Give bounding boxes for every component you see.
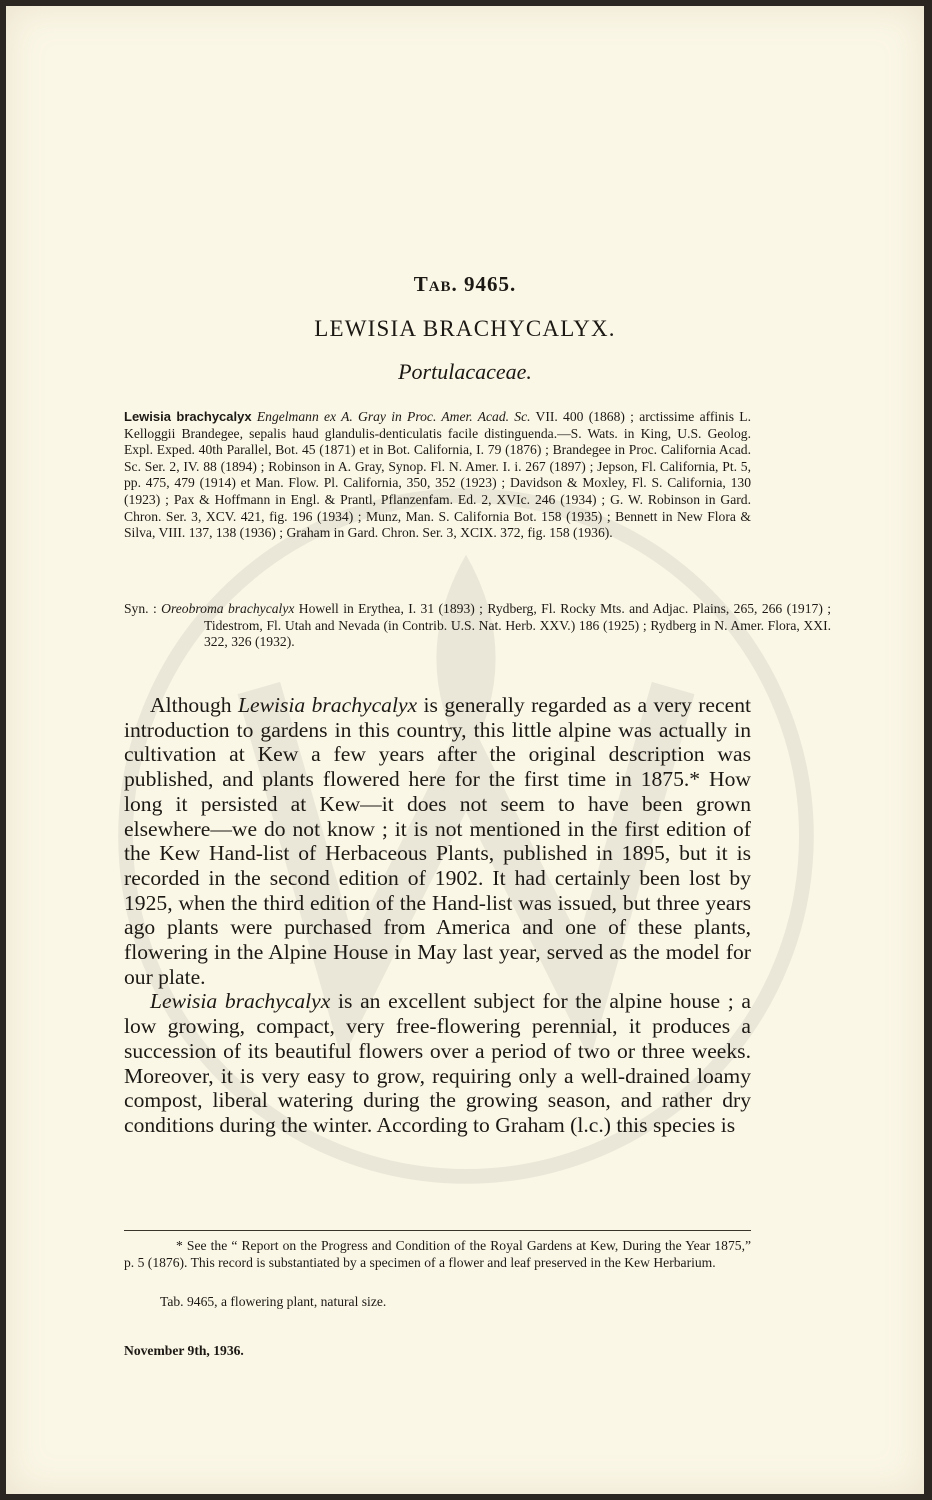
paragraph-1-lead: Although xyxy=(150,693,232,717)
tab-label: Tab. xyxy=(413,272,458,296)
body-paragraph-1 xyxy=(124,693,751,989)
paragraph-1-text: is generally regarded as a very recent introduction to gardens in this country, this little alpine was actually in cultivation at Kew a few years after the original description was published, and plants flowered here for the first time in 1875.* How long it persisted at Kew—it does not seem to have been grown elsewhere—we do not know ; it is not mentioned in the first edition of the Kew Hand-list of Herbaceous Plants, published in 1895, but it is recorded in the second edition of 1902. It had certainly been lost by 1925, when the third edition of the Hand-list was issued, but three years ago plants were purchased from America and one of these plants, flowering in the Alpine House in May last year, served as the model for our plate. xyxy=(124,693,751,989)
citation-authority: Engelmann ex A. Gray in Proc. Amer. Acad. Sc. xyxy=(256,409,531,424)
citation-species-name: Lewisia brachycalyx xyxy=(124,409,252,424)
paragraph-2-species-name: Lewisia brachycalyx xyxy=(150,989,331,1014)
synonym-prefix: Syn. : xyxy=(124,601,157,616)
synonym-text: Howell in Erythea, I. 31 (1893) ; Rydberg, Fl. Rocky Mts. and Adjac. Plains, 265, 266 (1917) ; Tidestrom, Fl. Utah and Nevada (in Contrib. U.S. Nat. Herb. XXV.) 186 (1925) ; Rydberg in N. Amer. Flora, XXI. 322, 326 (1932). xyxy=(204,601,832,650)
paragraph-2-text: is an excellent subject for the alpine house ; a low growing, compact, very free-flowering perennial, it produces a succession of its beautiful flowers over a period of two or three weeks. Moreover, it is very easy to grow, requiring only a well-drained loamy compost, liberal watering during the growing season, and rather dry conditions during the winter. According to Graham (l.c.) this species is xyxy=(124,989,751,1137)
citation-paragraph xyxy=(124,409,751,542)
main-text xyxy=(124,693,751,1138)
tab-number: 9465. xyxy=(464,272,517,296)
body-paragraph-2 xyxy=(124,989,751,1137)
paragraph-1-species-name: Lewisia brachycalyx xyxy=(238,693,418,717)
species-title: LEWISIA BRACHYCALYX. xyxy=(314,316,616,341)
plate-number-heading xyxy=(6,272,924,297)
citation-text: VII. 400 (1868) ; arctissime affinis L. Kelloggii Brandegee, sepalis haud glandulis-denticulatis facile distinguenda.—S. Wats. in King, U.S. Geolog. Expl. Exped. 40th Parallel, Bot. 45 (1871) et in Bot. California, I. 79 (1876) ; Brandegee in Proc. California Acad. Sc. Ser. 2, IV. 88 (1894) ; Robinson in A. Gray, Synop. Fl. N. Amer. I. i. 267 (1897) ; Jepson, Fl. California, Pt. 5, pp. 475, 479 (1914) et Man. Flow. Pl. California, 350, 352 (1923) ; Davidson & Moxley, Fl. S. California, 130 (1923) ; Pax & Hoffmann in Engl. & Prantl, Pflanzenfam. Ed. 2, XVIc. 246 (1934) ; G. W. Robinson in Gard. Chron. Ser. 3, XCV. 421, fig. 196 (1934) ; Munz, Man. S. California Bot. 158 (1935) ; Bennett in New Flora & Silva, VIII. 137, 138 (1936) ; Graham in Gard. Chron. Ser. 3, XCIX. 372, fig. 158 (1936). xyxy=(124,409,751,541)
plate-note: Tab. 9465, a flowering plant, natural size. xyxy=(160,1294,387,1309)
synonym-paragraph xyxy=(124,601,831,651)
footnote: * See the “ Report on the Progress and Condition of the Royal Gardens at Kew, During the Year 1875,” p. 5 (1876). This record is substantiated by a specimen of a flower and leaf preserved in the Kew Herbarium. xyxy=(124,1238,751,1270)
footnote-divider xyxy=(124,1230,751,1231)
page xyxy=(6,6,924,1494)
family-name: Portulacaceae. xyxy=(398,359,532,384)
publication-date: November 9th, 1936. xyxy=(124,1343,244,1358)
synonym-name: Oreobroma brachycalyx xyxy=(161,601,295,616)
